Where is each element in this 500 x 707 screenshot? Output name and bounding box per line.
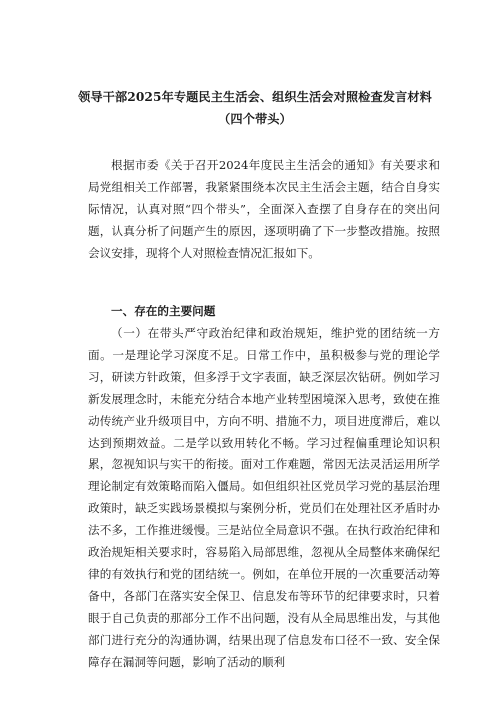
intro-paragraph: 根据市委《关于召开2024年度民主生活会的通知》有关要求和局党组相关工作部署，我紧紧围绕本次民主生活会主题，结合自身实际情况，认真对照“四个带头”，全面深入查摆了自身存在的突出问题，认真分析了问题产生的原因，逐项明确了下一步整改措施。按照会议安排，现将个人对照检查情况汇报如下。 [88,158,440,260]
document-title: 领导干部2025年专题民主生活会、组织生活会对照检查发言材料（四个带头） [78,90,432,126]
issue-paragraph: （一）在带头严守政治纪律和政治规矩，维护党的团结统一方面。一是理论学习深度不足。日常工作中，虽积极参与党的理论学习，研读方针政策，但多浮于文字表面，缺乏深层次钻研。例如学习新发展理念时，未能充分结合本地产业转型困境深入思考，致使在推动传统产业升级项目中，方向不明、措施不力，项目进度滞后，难以达到预期效益。二是学以致用转化不畅。学习过程偏重理论知识积累，忽视知识与实干的衔接。面对工作难题，常因无法灵活运用所学理论制定有效策略而陷入僵局。如但组织社区党员学习党的基层治理政策时，缺乏实践场景模拟与案例分析，党员们在处理社区矛盾时办法不多，工作推进缓慢。三是站位全局意识不强。在执行政治纪律和政治规矩相关要求时，容易陷入局部思维，忽视从全局整体来确保纪律的有效执行和党的团结统一。例如，在单位开展的一次重要活动筹备中，各部门在落实安全保卫、信息发布等环节的纪律要求时，只着眼于自己负责的那部分工作不出问题，没有从全局思维出发，与其他部门进行充分的沟通协调，结果出现了信息发布口径不一致、安全保障存在漏洞等问题，影响了活动的顺利 [88,326,440,669]
section-heading: 一、存在的主要问题 [111,304,216,318]
